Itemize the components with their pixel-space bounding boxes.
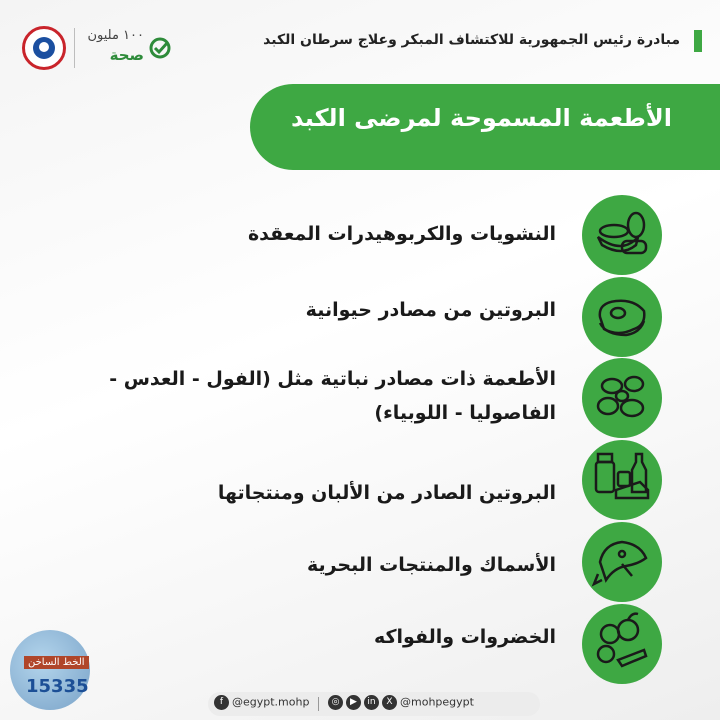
facebook-handle[interactable]: f @egypt.mohp [214,695,309,710]
dairy-icon [582,440,662,520]
list-item [2,358,662,424]
item-label: النشويات والكربوهيدرات المعقدة [247,223,556,245]
header-accent-bar [694,30,702,52]
header [0,18,720,70]
grains-bread-icon [582,195,662,275]
vegetables-icon [582,604,662,684]
hotline-label: الخط الساخن [24,656,89,669]
beans-icon [582,358,662,438]
footer-divider [318,697,319,711]
item-label: الخضروات والفواكه [373,626,556,648]
linkedin-icon: in [364,695,379,710]
100-million-health-logo [82,28,172,72]
logo-100-line2: صحة [109,46,144,64]
x-icon: X [382,695,397,710]
initiative-title: مبادرة رئيس الجمهورية للاكتشاف المبكر وعلاج سرطان الكبد [263,32,680,48]
item-label: البروتين من مصادر حيوانية [305,299,556,321]
checkmark-icon [148,36,172,60]
item-label: البروتين الصادر من الألبان ومنتجاتها [217,482,556,504]
youtube-icon: ▶ [346,695,361,710]
title-banner [250,84,720,170]
logo-100-line1: ١٠٠ مليون [87,28,144,43]
list-item [2,277,662,337]
instagram-icon: ◎ [328,695,343,710]
logo-divider [74,28,75,68]
footer-social-bar [208,692,540,716]
item-label: الأسماك والمنتجات البحرية [306,554,556,576]
facebook-icon: f [214,695,229,710]
page-title: الأطعمة المسموحة لمرضى الكبد [290,104,672,132]
hotline-number: 15335 [26,676,89,697]
list-item [2,440,662,504]
ministry-logo [22,26,66,70]
social-handles[interactable]: ◎ ▶ in X @mohpegypt [328,695,474,710]
steak-icon [582,277,662,357]
list-item [2,604,662,664]
list-item [2,522,662,582]
item-label-line2: الفاصوليا - اللوبياء) [374,402,556,424]
item-label-line1: الأطعمة ذات مصادر نباتية مثل (الفول - العدس - [109,368,556,390]
hotline-badge [10,630,100,716]
fish-icon [582,522,662,602]
list-item [2,195,662,255]
globe-icon [10,630,90,710]
